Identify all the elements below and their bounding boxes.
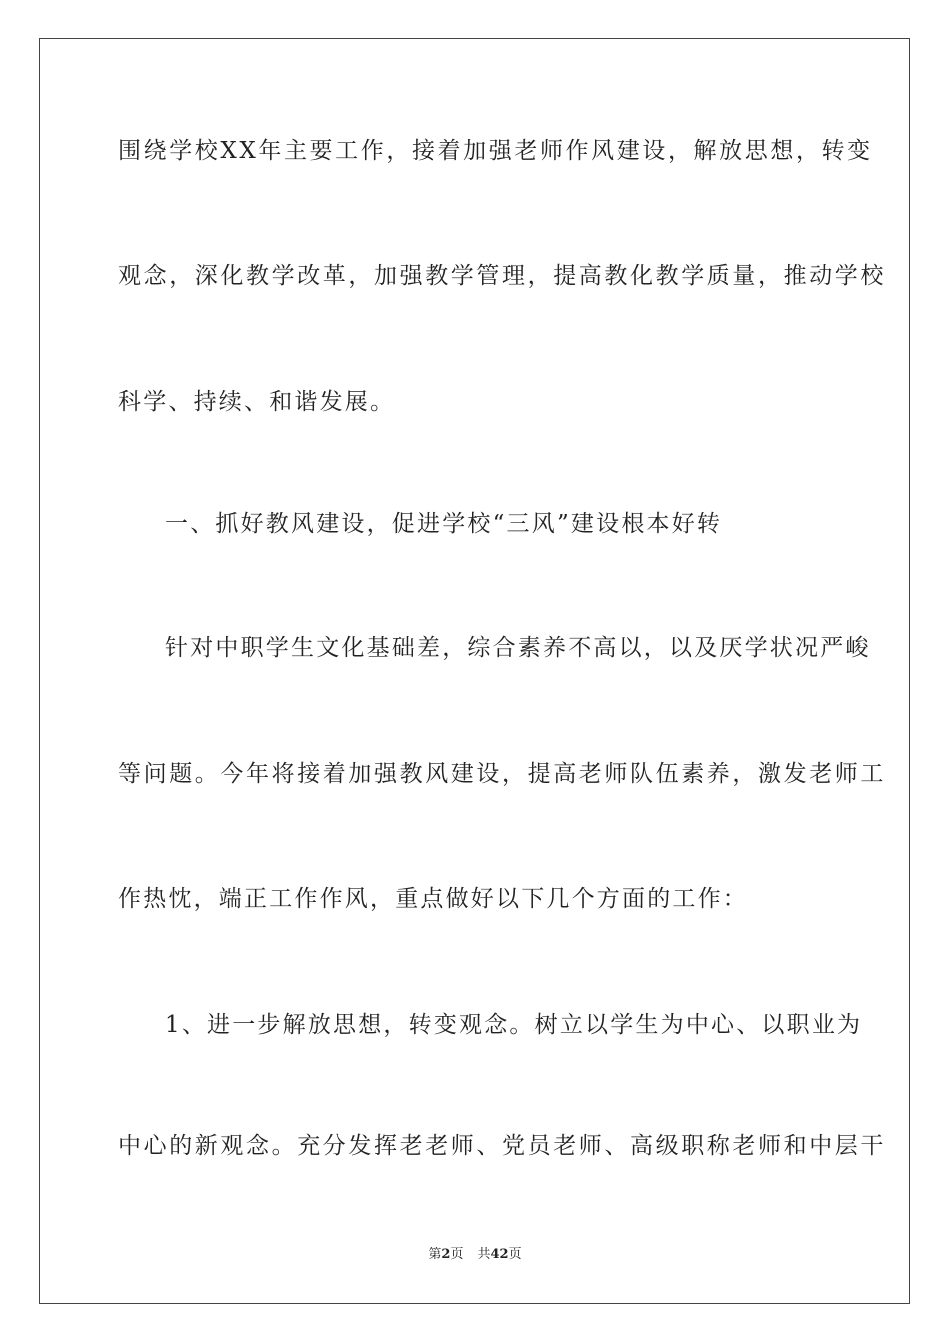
page-suffix: 页 <box>450 1247 464 1262</box>
total-pages: 42 <box>490 1247 509 1262</box>
page-prefix: 第 <box>428 1247 442 1262</box>
page-frame <box>39 38 910 1304</box>
body-text-line-1: 围绕学校XX年主要工作，接着加强老师作风建设，解放思想，转变 <box>118 138 873 164</box>
body-text-line-5: 针对中职学生文化基础差，综合素养不高以，以及厌学状况严峻 <box>165 635 871 661</box>
body-text-line-6: 等问题。今年将接着加强教风建设，提高老师队伍素养，激发老师工 <box>118 761 886 787</box>
total-prefix: 共 <box>477 1247 491 1262</box>
body-text-line-9: 中心的新观念。充分发挥老老师、党员老师、高级职称老师和中层干 <box>118 1133 886 1159</box>
body-text-line-2: 观念，深化教学改革，加强教学管理，提高教化教学质量，推动学校 <box>118 263 886 289</box>
body-text-line-3: 科学、持续、和谐发展。 <box>118 389 396 415</box>
body-text-line-7: 作热忱，端正工作作风，重点做好以下几个方面的工作： <box>118 886 748 912</box>
page-number: 2 <box>441 1247 451 1262</box>
numbered-item-1: 1、进一步解放思想，转变观念。树立以学生为中心、以职业为 <box>165 1012 863 1038</box>
page-footer <box>0 1246 950 1264</box>
section-heading: 一、抓好教风建设，促进学校“三风”建设根本好转 <box>165 511 723 537</box>
total-suffix: 页 <box>508 1247 522 1262</box>
